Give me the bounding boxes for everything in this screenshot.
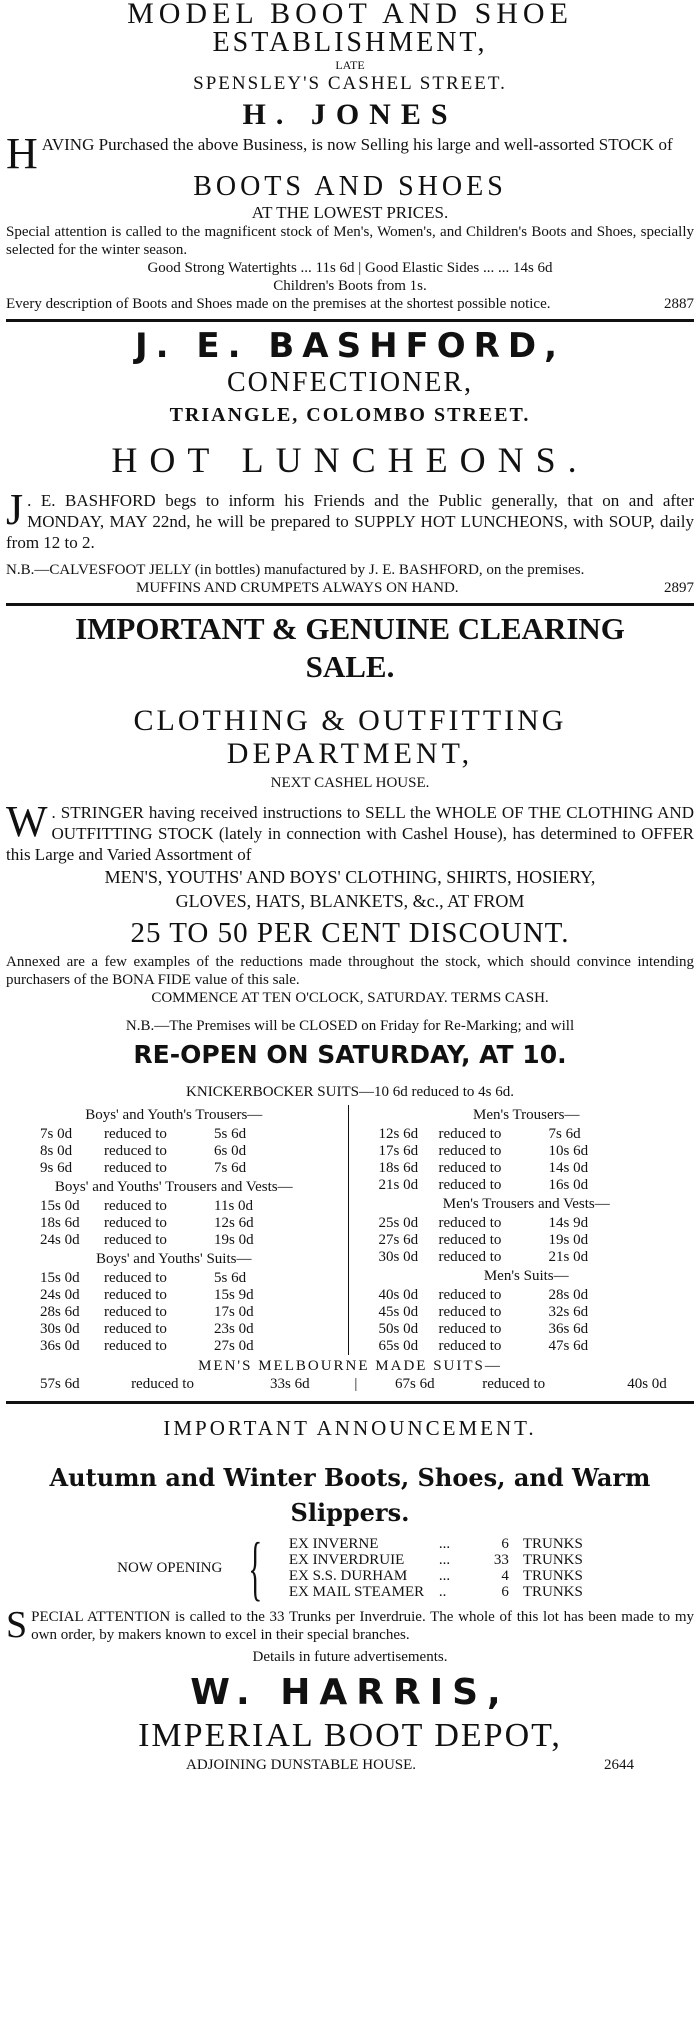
trunk-row (289, 1568, 583, 1584)
table-row (6, 1232, 342, 1249)
price-to: 16s 0d (548, 1177, 589, 1193)
ad3-dropcap: W (6, 797, 48, 846)
ad4-details: Details in future advertisements. (252, 1649, 448, 1665)
table-row (6, 1321, 342, 1338)
table-row (359, 1232, 695, 1249)
ad1-body1: Special attention is called to the magnificent stock of Men's, Women's, and Children's Boots and Shoes, specially selected for the winter season. (6, 224, 694, 258)
price-to: 19s 0d (214, 1232, 254, 1248)
ad-model-boot (6, 0, 694, 313)
price-label: reduced to (438, 1160, 502, 1176)
trunk-count: 6 (501, 1536, 509, 1552)
price-label: reduced to (438, 1321, 502, 1337)
price-from: 21s 0d (378, 1177, 419, 1193)
ad3-body-text: . STRINGER having received instructions to SELL the WHOLE OF THE CLOTHING AND OUTFITTING STOCK (lately in connection with Cashel House), has determined to OFFER this Large and Varied Assortment of (6, 803, 694, 864)
ad1-body4-text: Every description of Boots and Shoes made on the premises at the shortest possible notice. (6, 296, 551, 312)
table-row (359, 1160, 695, 1177)
trunk-ship: EX MAIL STEAMER (288, 1584, 425, 1600)
price-to: 23s 0d (214, 1321, 254, 1337)
trunk-row (289, 1536, 583, 1552)
price-label: reduced to (438, 1304, 502, 1320)
ad-clearing-sale (6, 610, 694, 1393)
trunks-list (6, 1528, 694, 1608)
price-label: reduced to (104, 1126, 167, 1142)
price-from: 45s 0d (378, 1304, 419, 1320)
ad-harris (6, 1408, 694, 1774)
ad3-dept2: DEPARTMENT, (226, 737, 474, 770)
trunk-count: 4 (501, 1568, 509, 1584)
price-label: reduced to (104, 1198, 167, 1214)
melbourne-right-from: 67s 6d (395, 1376, 435, 1392)
price-from: 24s 0d (40, 1287, 80, 1303)
price-from: 24s 0d (40, 1232, 80, 1248)
table-section-title: Men's Trousers and Vests— (442, 1196, 610, 1212)
trunk-unit: TRUNKS (522, 1584, 583, 1600)
ad3-melbourne-label: MEN'S MELBOURNE MADE SUITS— (198, 1358, 502, 1374)
ad3-dept1: CLOTHING & OUTFITTING (133, 704, 567, 737)
table-section-title: Men's Trousers— (473, 1107, 580, 1123)
table-section-title: Boys' and Youths' Trousers and Vests— (54, 1179, 293, 1195)
ad3-nb: N.B.—The Premises will be CLOSED on Friday for Re-Marking; and will (125, 1018, 575, 1034)
ad1-intro-text: AVING Purchased the above Business, is now Selling his large and well-assorted STOCK of (41, 135, 673, 154)
price-from: 12s 6d (378, 1126, 419, 1142)
brace-icon: { (248, 1528, 263, 1608)
price-to: 14s 0d (548, 1160, 589, 1176)
ad2-address: TRIANGLE, COLOMBO STREET. (169, 404, 531, 426)
price-label: reduced to (104, 1215, 167, 1231)
price-to: 5s 6d (214, 1126, 247, 1142)
price-from: 9s 6d (40, 1160, 73, 1176)
ad2-footer (6, 579, 694, 597)
table-row (359, 1304, 695, 1321)
ad3-discount: 25 TO 50 PER CENT DISCOUNT. (130, 917, 570, 949)
table-row (359, 1321, 695, 1338)
price-to: 21s 0d (548, 1249, 589, 1265)
trunk-count: 33 (493, 1552, 509, 1568)
price-from: 17s 6d (378, 1143, 419, 1159)
price-label: reduced to (104, 1232, 167, 1248)
ad2-dropcap: J (6, 485, 24, 534)
trunk-ship: EX INVERNE (288, 1536, 379, 1552)
price-label: reduced to (104, 1287, 167, 1303)
ad1-owner: H. JONES (242, 98, 458, 131)
ad2-muffins: MUFFINS AND CRUMPETS ALWAYS ON HAND. (136, 580, 459, 596)
trunk-dots: .. (438, 1584, 447, 1600)
ad3-next: NEXT CASHEL HOUSE. (270, 775, 430, 791)
ad1-body2: Good Strong Watertights ... 11s 6d | Good Elastic Sides ... ... 14s 6d (147, 260, 553, 276)
price-from: 15s 0d (40, 1198, 80, 1214)
ad4-headline2: Slippers. (290, 1498, 410, 1527)
price-label: reduced to (438, 1143, 502, 1159)
table-row (6, 1270, 342, 1287)
ad4-announcement: IMPORTANT ANNOUNCEMENT. (163, 1416, 537, 1440)
price-to: 28s 0d (548, 1287, 589, 1303)
trunk-rows (289, 1536, 583, 1600)
trunk-row (289, 1552, 583, 1568)
ad3-headline1: IMPORTANT & GENUINE CLEARING (75, 611, 625, 646)
table-row (359, 1177, 695, 1194)
trunk-ship: EX S.S. DURHAM (288, 1568, 408, 1584)
ad3-headline2: SALE. (305, 649, 395, 684)
price-tables (6, 1105, 694, 1355)
table-row (6, 1126, 342, 1143)
table-row (6, 1287, 342, 1304)
price-from: 18s 6d (378, 1160, 419, 1176)
table-row (359, 1143, 695, 1160)
trunk-unit: TRUNKS (522, 1568, 583, 1584)
price-from: 36s 0d (40, 1338, 80, 1354)
ad2-ref: 2897 (664, 580, 694, 596)
trunk-unit: TRUNKS (522, 1536, 583, 1552)
price-label: reduced to (438, 1126, 502, 1142)
price-from: 28s 6d (40, 1304, 80, 1320)
ad2-trade: CONFECTIONER, (226, 367, 474, 398)
trunk-dots: ... (438, 1536, 451, 1552)
table-section-title: Boys' and Youths' Suits— (96, 1251, 252, 1267)
ad1-late: LATE (335, 58, 365, 72)
ad2-nb: N.B.—CALVESFOOT JELLY (in bottles) manufactured by J. E. BASHFORD, on the premises. (6, 562, 585, 578)
ad2-name: J. E. BASHFORD, (134, 326, 565, 366)
price-label: reduced to (438, 1215, 502, 1231)
ad3-goods1: MEN'S, YOUTHS' AND BOYS' CLOTHING, SHIRTS, HOSIERY, (104, 867, 596, 887)
table-row (6, 1143, 342, 1160)
price-table-left (6, 1105, 349, 1355)
ad3-goods2: GLOVES, HATS, BLANKETS, &c., AT FROM (175, 891, 525, 911)
price-from: 30s 0d (40, 1321, 80, 1337)
price-to: 7s 6d (548, 1126, 581, 1142)
price-to: 12s 6d (214, 1215, 254, 1231)
table-row (6, 1160, 342, 1177)
melbourne-divider: | (354, 1376, 358, 1392)
melbourne-left-to: 33s 6d (270, 1376, 310, 1392)
price-to: 47s 6d (548, 1338, 589, 1354)
ad4-depot: IMPERIAL BOOT DEPOT, (138, 1717, 562, 1754)
price-to: 10s 6d (548, 1143, 589, 1159)
table-row (359, 1249, 695, 1266)
ad1-body4 (6, 295, 694, 313)
price-label: reduced to (438, 1249, 502, 1265)
price-to: 17s 0d (214, 1304, 254, 1320)
price-to: 19s 0d (548, 1232, 589, 1248)
ad1-sub: AT THE LOWEST PRICES. (251, 203, 449, 222)
price-to: 15s 9d (214, 1287, 254, 1303)
table-row (6, 1198, 342, 1215)
ad4-footer (6, 1756, 694, 1774)
price-label: reduced to (438, 1232, 502, 1248)
table-row (6, 1338, 342, 1355)
price-label: reduced to (104, 1338, 167, 1354)
divider (6, 603, 694, 606)
ad4-opening: NOW OPENING (117, 1560, 223, 1576)
trunk-count: 6 (501, 1584, 509, 1600)
ad3-knicker: KNICKERBOCKER SUITS—10 6d reduced to 4s 6d. (186, 1084, 514, 1100)
ad4-dropcap: S (6, 1604, 28, 1646)
price-label: reduced to (104, 1321, 167, 1337)
price-from: 40s 0d (378, 1287, 419, 1303)
ad4-ref: 2644 (604, 1757, 634, 1773)
trunk-dots: ... (438, 1568, 451, 1584)
ad1-body3: Children's Boots from 1s. (273, 278, 427, 294)
melbourne-right-label: reduced to (482, 1376, 546, 1392)
ad3-annexed: Annexed are a few examples of the reductions made throughout the stock, which should convince intending purchasers of the BONA FIDE value of this sale. (6, 954, 694, 988)
table-row (6, 1304, 342, 1321)
melbourne-left-from: 57s 6d (40, 1376, 80, 1392)
price-from: 65s 0d (378, 1338, 419, 1354)
ad1-ref: 2887 (664, 296, 694, 312)
ad4-special (6, 1604, 694, 1646)
price-to: 36s 6d (548, 1321, 589, 1337)
price-from: 8s 0d (40, 1143, 73, 1159)
price-table-right (349, 1105, 695, 1355)
melbourne-left-label: reduced to (131, 1376, 194, 1392)
price-from: 18s 6d (40, 1215, 80, 1231)
ad3-melbourne-row (6, 1375, 694, 1393)
melbourne-right-to: 40s 0d (627, 1376, 667, 1392)
price-to: 6s 0d (214, 1143, 247, 1159)
price-from: 25s 0d (378, 1215, 419, 1231)
price-to: 11s 0d (214, 1198, 254, 1214)
trunk-ship: EX INVERDRUIE (288, 1552, 405, 1568)
table-row (359, 1215, 695, 1232)
ad2-headline: HOT LUNCHEONS. (111, 440, 589, 480)
ad-bashford (6, 326, 694, 597)
price-to: 27s 0d (214, 1338, 254, 1354)
trunk-dots: ... (438, 1552, 451, 1568)
ad1-dropcap: H (6, 129, 38, 178)
table-row (359, 1126, 695, 1143)
price-to: 7s 6d (214, 1160, 247, 1176)
price-from: 30s 0d (378, 1249, 419, 1265)
ad1-intro (6, 129, 694, 178)
ad4-adjoining: ADJOINING DUNSTABLE HOUSE. (186, 1757, 417, 1773)
table-row (359, 1338, 695, 1355)
ad2-body-text: . E. BASHFORD begs to inform his Friends and the Public generally, that on and after MONDAY, MAY 22nd, he will be prepared to SUPPLY HOT LUNCHEONS, with SOUP, daily from 12 to 2. (6, 491, 694, 552)
price-from: 27s 6d (378, 1232, 419, 1248)
divider (6, 319, 694, 322)
table-row (6, 1215, 342, 1232)
ad3-reopen: RE-OPEN ON SATURDAY, AT 10. (133, 1040, 567, 1069)
price-label: reduced to (104, 1143, 167, 1159)
ad1-address: SPENSLEY'S CASHEL STREET. (193, 73, 507, 94)
ad1-headline: BOOTS AND SHOES (193, 171, 507, 202)
price-label: reduced to (438, 1177, 502, 1193)
trunk-row (289, 1584, 583, 1600)
price-from: 7s 0d (40, 1126, 73, 1142)
price-from: 15s 0d (40, 1270, 80, 1286)
ad4-name: W. HARRIS, (190, 1672, 510, 1713)
price-label: reduced to (104, 1304, 167, 1320)
ad3-commence: COMMENCE AT TEN O'CLOCK, SATURDAY. TERMS CASH. (151, 990, 549, 1006)
ad2-body (6, 485, 694, 553)
table-row (359, 1287, 695, 1304)
price-label: reduced to (104, 1160, 167, 1176)
table-section-title: Boys' and Youth's Trousers— (85, 1107, 263, 1123)
ad1-title1: MODEL BOOT AND SHOE (127, 0, 573, 30)
price-to: 5s 6d (214, 1270, 247, 1286)
divider (6, 1401, 694, 1404)
price-label: reduced to (438, 1338, 502, 1354)
ad4-special-text: PECIAL ATTENTION is called to the 33 Trunks per Inverdruie. The whole of this lot has been made to my own order, by makers known to excel in their special branches. (31, 1609, 694, 1643)
ad1-title2: ESTABLISHMENT, (212, 27, 488, 58)
price-to: 32s 6d (548, 1304, 589, 1320)
ad3-body (6, 797, 694, 865)
price-label: reduced to (438, 1287, 502, 1303)
ad4-headline1: Autumn and Winter Boots, Shoes, and Warm (49, 1463, 651, 1492)
table-section-title: Men's Suits— (483, 1268, 569, 1284)
price-from: 50s 0d (378, 1321, 419, 1337)
price-label: reduced to (104, 1270, 167, 1286)
trunk-unit: TRUNKS (522, 1552, 583, 1568)
price-to: 14s 9d (548, 1215, 589, 1231)
